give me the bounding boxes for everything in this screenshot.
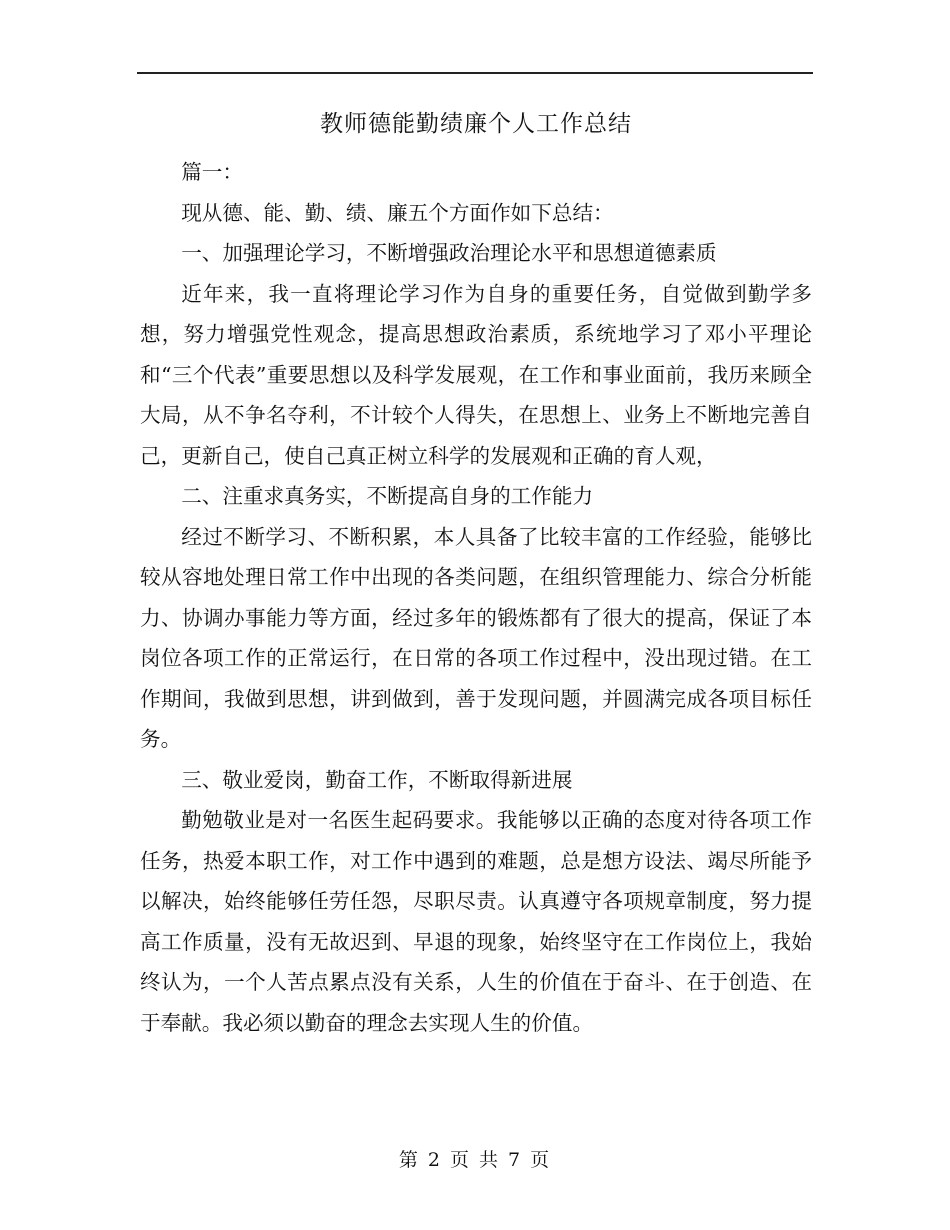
page-number-footer: 第 2 页 共 7 页 <box>398 1149 552 1171</box>
heading-two: 二、注重求真务实，不断提高自身的工作能力 <box>181 484 594 508</box>
body-paragraph-three: 勤勉敬业是对一名医生起码要求。我能够以正确的态度对待各项工作任务，热爱本职工作，对工作中遇到的难题，总是想方设法、竭尽所能予以解决，始终能够任劳任怨，尽职尽责。认真遵守各项规章制度，努力提高工作质量，没有无故迟到、早退的现象，始终坚守在工作岗位上，我始终认为，一个人苦点累点没有关系，人生的价值在于奋斗、在于创造、在于奉献。我必须以勤奋的理念去实现人生的价值。 <box>140 808 812 1035</box>
document-body <box>140 96 812 1043</box>
heading-three: 三、敬业爱岗，勤奋工作，不断取得新进展 <box>181 767 573 792</box>
document-title: 教师德能勤绩廉个人工作总结 <box>320 111 632 137</box>
header-rule <box>137 72 813 74</box>
intro-paragraph: 现从德、能、勤、绩、廉五个方面作如下总结： <box>181 200 614 225</box>
heading-one: 一、加强理论学习，不断增强政治理论水平和思想道德素质 <box>181 241 717 265</box>
body-paragraph-two: 经过不断学习、不断积累，本人具备了比较丰富的工作经验，能够比较从容地处理日常工作中出现的各类问题，在组织管理能力、综合分析能力、协调办事能力等方面，经过多年的锻炼都有了很大的提高，保证了本岗位各项工作的正常运行，在日常的各项工作过程中，没出现过错。在工作期间，我做到思想，讲到做到，善于发现问题，并圆满完成各项目标任务。 <box>140 524 812 751</box>
section-label: 篇一： <box>181 160 243 184</box>
body-paragraph-one: 近年来，我一直将理论学习作为自身的重要任务，自觉做到勤学多想，努力增强党性观念，提高思想政治素质，系统地学习了邓小平理论和“三个代表”重要思想以及科学发展观，在工作和事业面前，我历来顾全大局，从不争名夺利，不计较个人得失，在思想上、业务上不断地完善自己，更新自己，使自己真正树立科学的发展观和正确的育人观， <box>140 281 812 468</box>
